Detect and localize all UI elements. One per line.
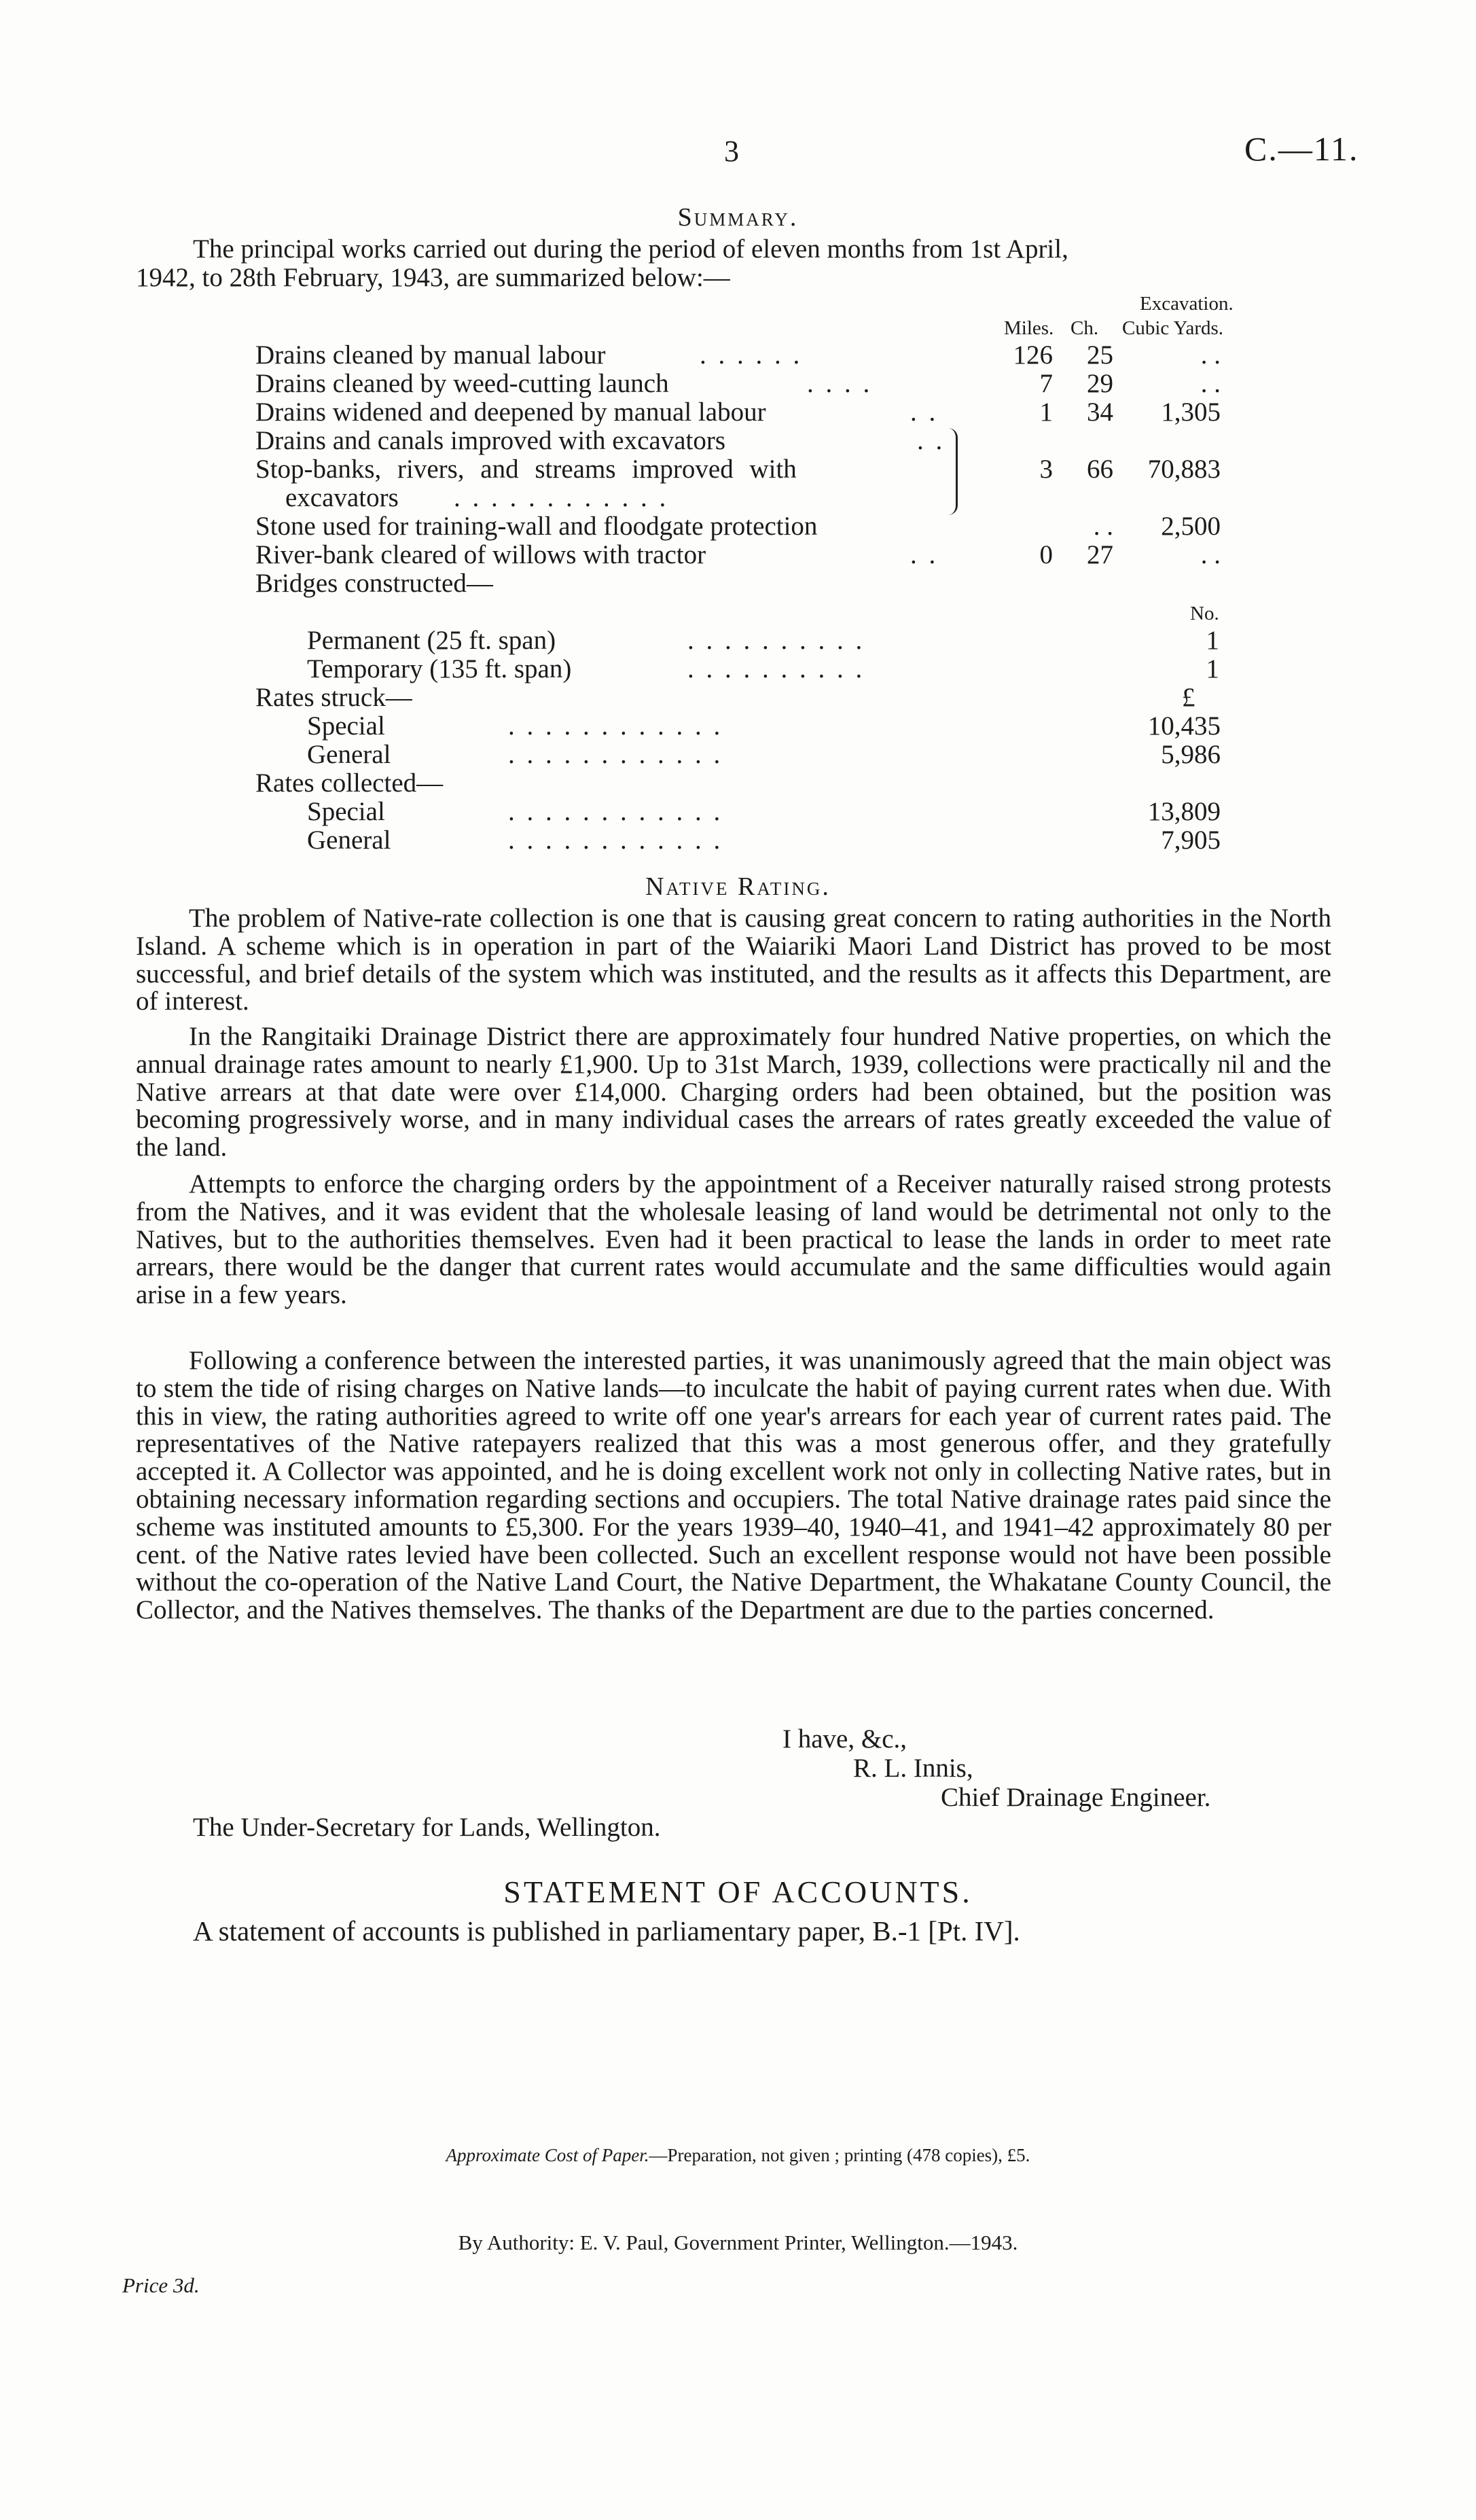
bridge-dots: . . . . . . . . . . <box>687 626 865 655</box>
row-label: Drains and canals improved with excavators <box>255 426 726 455</box>
summary-row <box>0 341 1476 370</box>
signatory-name: R. L. Innis, <box>853 1754 973 1783</box>
rates-collected-row <box>0 798 1476 826</box>
bridges-label: Bridges constructed— <box>255 569 493 598</box>
row-dots: . . <box>917 426 946 455</box>
bridge-value: 1 <box>1206 654 1219 684</box>
row-dots: . . . . <box>807 369 873 398</box>
row-yards: . . <box>1200 340 1221 370</box>
rates-collected-label: Rates collected— <box>255 768 444 798</box>
row-label: Drains cleaned by weed-cutting launch <box>255 369 669 398</box>
summary-row <box>0 455 1476 484</box>
rate-dots: . . . . . . . . . . . . <box>508 740 723 769</box>
paragraph-text: In the Rangitaiki Drainage District there are approximately four hundred Native properties, on which the annual drainage rates amount to nearly £1,900. Up to 31st March, 1939, collections were practically nil and the Native arrears at that date were over £14,000. Charging orders had been obtained, but the position was becoming progressively worse, and in many individual cases the arrears of rates greatly exceeded the value of the land. <box>136 1022 1331 1163</box>
row-label: excavators <box>285 483 399 512</box>
native-rating-paragraph <box>136 1347 1331 1625</box>
summary-heading: Summary. <box>677 203 799 232</box>
document-reference: C.—11. <box>1244 130 1359 168</box>
rate-label: General <box>307 740 391 769</box>
rate-dots: . . . . . . . . . . . . <box>508 711 723 741</box>
row-label: Drains cleaned by manual labour <box>255 340 606 370</box>
row-ch: 25 <box>1087 340 1113 370</box>
row-dots: . . . . . . . . . . . . <box>454 483 669 512</box>
rates-struck-label-row <box>0 684 1476 712</box>
row-yards: 1,305 <box>1161 397 1221 427</box>
paragraph-text: Attempts to enforce the charging orders by the appointment of a Receiver naturally raised strong protests from the Natives, and it was evident that the wholesale leasing of land would be detrimental not only to the Natives, but to the authorities themselves. Even had it been practical to lease the lands in order to meet rate arrears, there would be the danger that current rates would accumulate and the same difficulties would again arise in a few years. <box>136 1169 1331 1310</box>
row-dots: . . <box>910 540 939 569</box>
row-yards: 2,500 <box>1161 512 1221 541</box>
row-yards: 70,883 <box>1147 455 1221 484</box>
summary-row <box>0 541 1476 569</box>
paragraph-text: Following a conference between the interested parties, it was unanimously agreed that the main object was to stem the tide of rising charges on Native lands—to inculcate the habit of paying current rates when due. With this in view, the rating authorities agreed to write off one year's arrears for each year of current rates paid. The representatives of the Native ratepayers realized that this was a most generous offer, and they gratefully accepted it. A Collector was appointed, and he is doing excellent work not only in collecting Native rates, but in obtaining necessary information regarding sections and occupiers. The total Native drainage rates paid since the scheme was instituted amounts to £5,300. For the years 1939–40, 1940–41, and 1941–42 approximately 80 per cent. of the Native rates levied have been collected. Such an excellent response would not have been possible without the co-operation of the Native Land Court, the Native Department, the Whakatane County Council, the Collector, and the Natives themselves. The thanks of the Department are due to the parties concerned. <box>136 1346 1331 1625</box>
row-dots: . . . . . . <box>700 340 803 370</box>
row-yards: . . <box>1200 540 1221 569</box>
page-number: 3 <box>724 135 739 168</box>
col-miles-header: Miles. <box>1004 317 1054 339</box>
rate-value: 5,986 <box>1161 740 1221 769</box>
row-ch: 66 <box>1087 455 1113 484</box>
rates-collected-row <box>0 826 1476 855</box>
bridge-label: Temporary (135 ft. span) <box>307 654 572 684</box>
rate-dots: . . . . . . . . . . . . <box>508 826 723 855</box>
native-rating-paragraph <box>136 1171 1331 1309</box>
rates-struck-row <box>0 712 1476 741</box>
printer-authority: By Authority: E. V. Paul, Government Printer, Wellington.—1943. <box>458 2231 1018 2254</box>
addressee: The Under-Secretary for Lands, Wellington. <box>193 1813 661 1842</box>
cost-text: —Preparation, not given ; printing (478 copies), £5. <box>649 2145 1030 2165</box>
rate-label: Special <box>307 711 385 741</box>
bridges-label-row <box>0 569 1476 598</box>
paragraph-text: The problem of Native-rate collection is one that is causing great concern to rating authorities in the North Island. A scheme which is in operation in part of the Waiariki Maori Land District has proved to be most successful, and brief details of the system which was instituted, and the results as it affects this Department, are of interest. <box>136 904 1331 1016</box>
rate-value: 13,809 <box>1147 797 1221 826</box>
summary-intro-line-1: The principal works carried out during the period of eleven months from 1st April, <box>193 234 1068 264</box>
row-yards: . . <box>1200 369 1221 398</box>
row-label: Stop-banks, rivers, and streams improved with <box>255 455 797 484</box>
col-cubic-yards-header: Cubic Yards. <box>1122 317 1224 339</box>
signatory-title: Chief Drainage Engineer. <box>941 1783 1211 1812</box>
row-ch: . . <box>1093 512 1113 541</box>
cost-of-paper <box>0 2145 1476 2166</box>
rate-value: 10,435 <box>1147 711 1221 741</box>
col-ch-header: Ch. <box>1070 317 1099 339</box>
native-rating-paragraph <box>136 905 1331 1016</box>
native-rating-paragraph <box>136 1023 1331 1162</box>
row-miles: 126 <box>1013 340 1053 370</box>
bridge-value: 1 <box>1206 626 1219 655</box>
price: Price 3d. <box>122 2273 200 2297</box>
rate-label: General <box>307 826 391 855</box>
row-ch: 27 <box>1087 540 1113 569</box>
bridges-col-header: No. <box>1190 603 1219 624</box>
rate-label: Special <box>307 797 385 826</box>
rates-collected-label-row <box>0 769 1476 798</box>
summary-row <box>0 398 1476 427</box>
closing-line: I have, &c., <box>782 1724 907 1754</box>
rates-unit: £ <box>1182 683 1195 712</box>
bridge-row <box>0 655 1476 684</box>
row-miles: 7 <box>1039 369 1053 398</box>
bridge-label: Permanent (25 ft. span) <box>307 626 556 655</box>
summary-row <box>0 512 1476 541</box>
statement-heading: STATEMENT OF ACCOUNTS. <box>503 1875 973 1909</box>
summary-intro-line-2: 1942, to 28th February, 1943, are summarized below:— <box>136 263 730 292</box>
summary-row <box>0 427 1476 455</box>
bridge-dots: . . . . . . . . . . <box>687 654 865 684</box>
summary-row <box>0 370 1476 398</box>
row-label: Stone used for training-wall and floodgate protection <box>255 512 818 541</box>
summary-row <box>0 484 1476 512</box>
row-dots: . . <box>910 397 939 427</box>
statement-text: A statement of accounts is published in parliamentary paper, B.-1 [Pt. IV]. <box>193 1915 1020 1947</box>
rate-value: 7,905 <box>1161 826 1221 855</box>
rates-struck-row <box>0 741 1476 769</box>
grouping-brace <box>946 428 958 515</box>
cost-label: Approximate Cost of Paper. <box>446 2145 649 2165</box>
row-ch: 34 <box>1087 397 1113 427</box>
row-label: River-bank cleared of willows with tractor <box>255 540 706 569</box>
rate-dots: . . . . . . . . . . . . <box>508 797 723 826</box>
rates-struck-label: Rates struck— <box>255 683 412 712</box>
row-miles: 0 <box>1039 540 1053 569</box>
row-miles: 1 <box>1039 397 1053 427</box>
row-ch: 29 <box>1087 369 1113 398</box>
row-miles: 3 <box>1039 455 1053 484</box>
col-excavation-header: Excavation. <box>1140 293 1234 315</box>
row-label: Drains widened and deepened by manual labour <box>255 397 766 427</box>
native-rating-heading: Native Rating. <box>645 872 831 901</box>
bridge-row <box>0 626 1476 655</box>
